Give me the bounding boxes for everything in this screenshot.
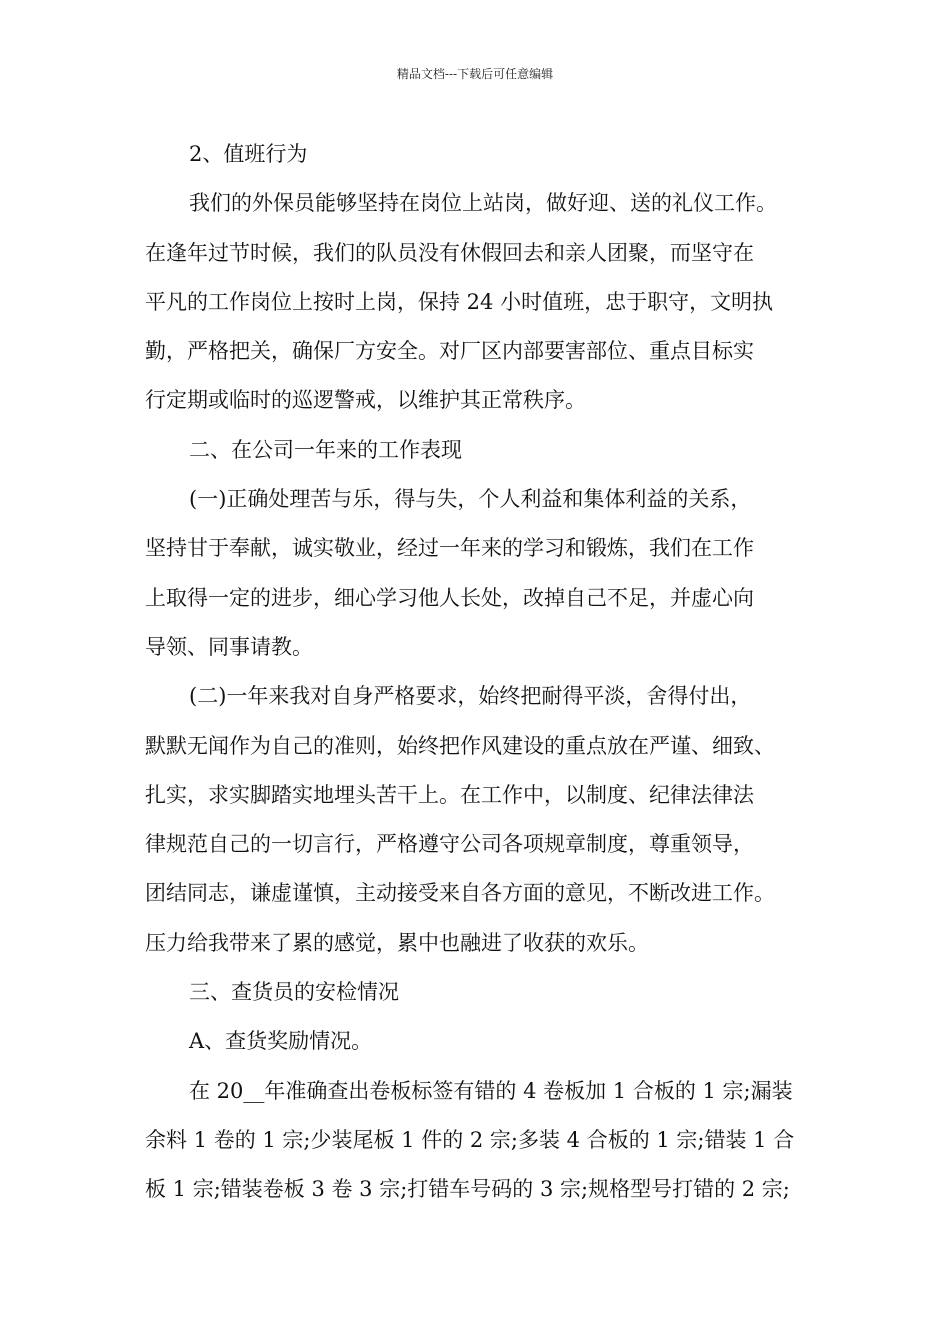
section-heading: 三、查货员的安检情况 xyxy=(189,980,399,1005)
paragraph-line: 在逢年过节时候，我们的队员没有休假回去和亲人团聚，而坚守在 xyxy=(145,240,754,265)
paragraph-line: 坚持甘于奉献，诚实敬业，经过一年来的学习和锻炼，我们在工作 xyxy=(145,536,754,561)
paragraph-line: (二)一年来我对自身严格要求，始终把耐得平淡，舍得付出， xyxy=(189,684,752,709)
paragraph-line: 上取得一定的进步，细心学习他人长处，改掉自己不足，并虚心向 xyxy=(145,585,754,610)
paragraph-line: 板 1 宗;错装卷板 3 卷 3 宗;打错车号码的 3 宗;规格型号打错的 2 宗; xyxy=(145,1177,790,1202)
section-heading: 二、在公司一年来的工作表现 xyxy=(189,437,462,462)
paragraph-line: 我们的外保员能够坚持在岗位上站岗，做好迎、送的礼仪工作。 xyxy=(189,191,777,216)
paragraph-line: (一)正确处理苦与乐，得与失，个人利益和集体利益的关系， xyxy=(189,487,752,512)
subsection-heading: A、查货奖励情况。 xyxy=(189,1029,373,1054)
paragraph-line: 余料 1 卷的 1 宗;少装尾板 1 件的 2 宗;多装 4 合板的 1 宗;错装 1 合 xyxy=(145,1127,795,1152)
document-body xyxy=(145,130,825,1215)
paragraph-line: 压力给我带来了累的感觉，累中也融进了收获的欢乐。 xyxy=(145,930,649,955)
section-heading: 2、值班行为 xyxy=(189,142,308,166)
paragraph-line: 团结同志，谦虚谨慎，主动接受来自各方面的意见，不断改进工作。 xyxy=(145,881,775,906)
paragraph-line: 律规范自己的一切言行，严格遵守公司各项规章制度，尊重领导， xyxy=(145,832,754,857)
paragraph-line: 扎实，求实脚踏实地埋头苦干上。在工作中，以制度、纪律法律法 xyxy=(145,782,754,807)
page-header: 精品文档---下载后可任意编辑 xyxy=(396,67,554,81)
paragraph-line: 默默无闻作为自己的准则，始终把作风建设的重点放在严谨、细致、 xyxy=(145,733,775,758)
paragraph-line: 行定期或临时的巡逻警戒，以维护其正常秩序。 xyxy=(145,388,586,413)
paragraph-line: 平凡的工作岗位上按时上岗，保持 24 小时值班，忠于职守，文明执 xyxy=(145,289,774,314)
paragraph-line: 勤，严格把关，确保厂方安全。对厂区内部要害部位、重点目标实 xyxy=(145,339,754,364)
paragraph-line: 在 20__年准确查出卷板标签有错的 4 卷板加 1 合板的 1 宗;漏装 xyxy=(189,1078,793,1103)
paragraph-line: 导领、同事请教。 xyxy=(145,634,313,659)
